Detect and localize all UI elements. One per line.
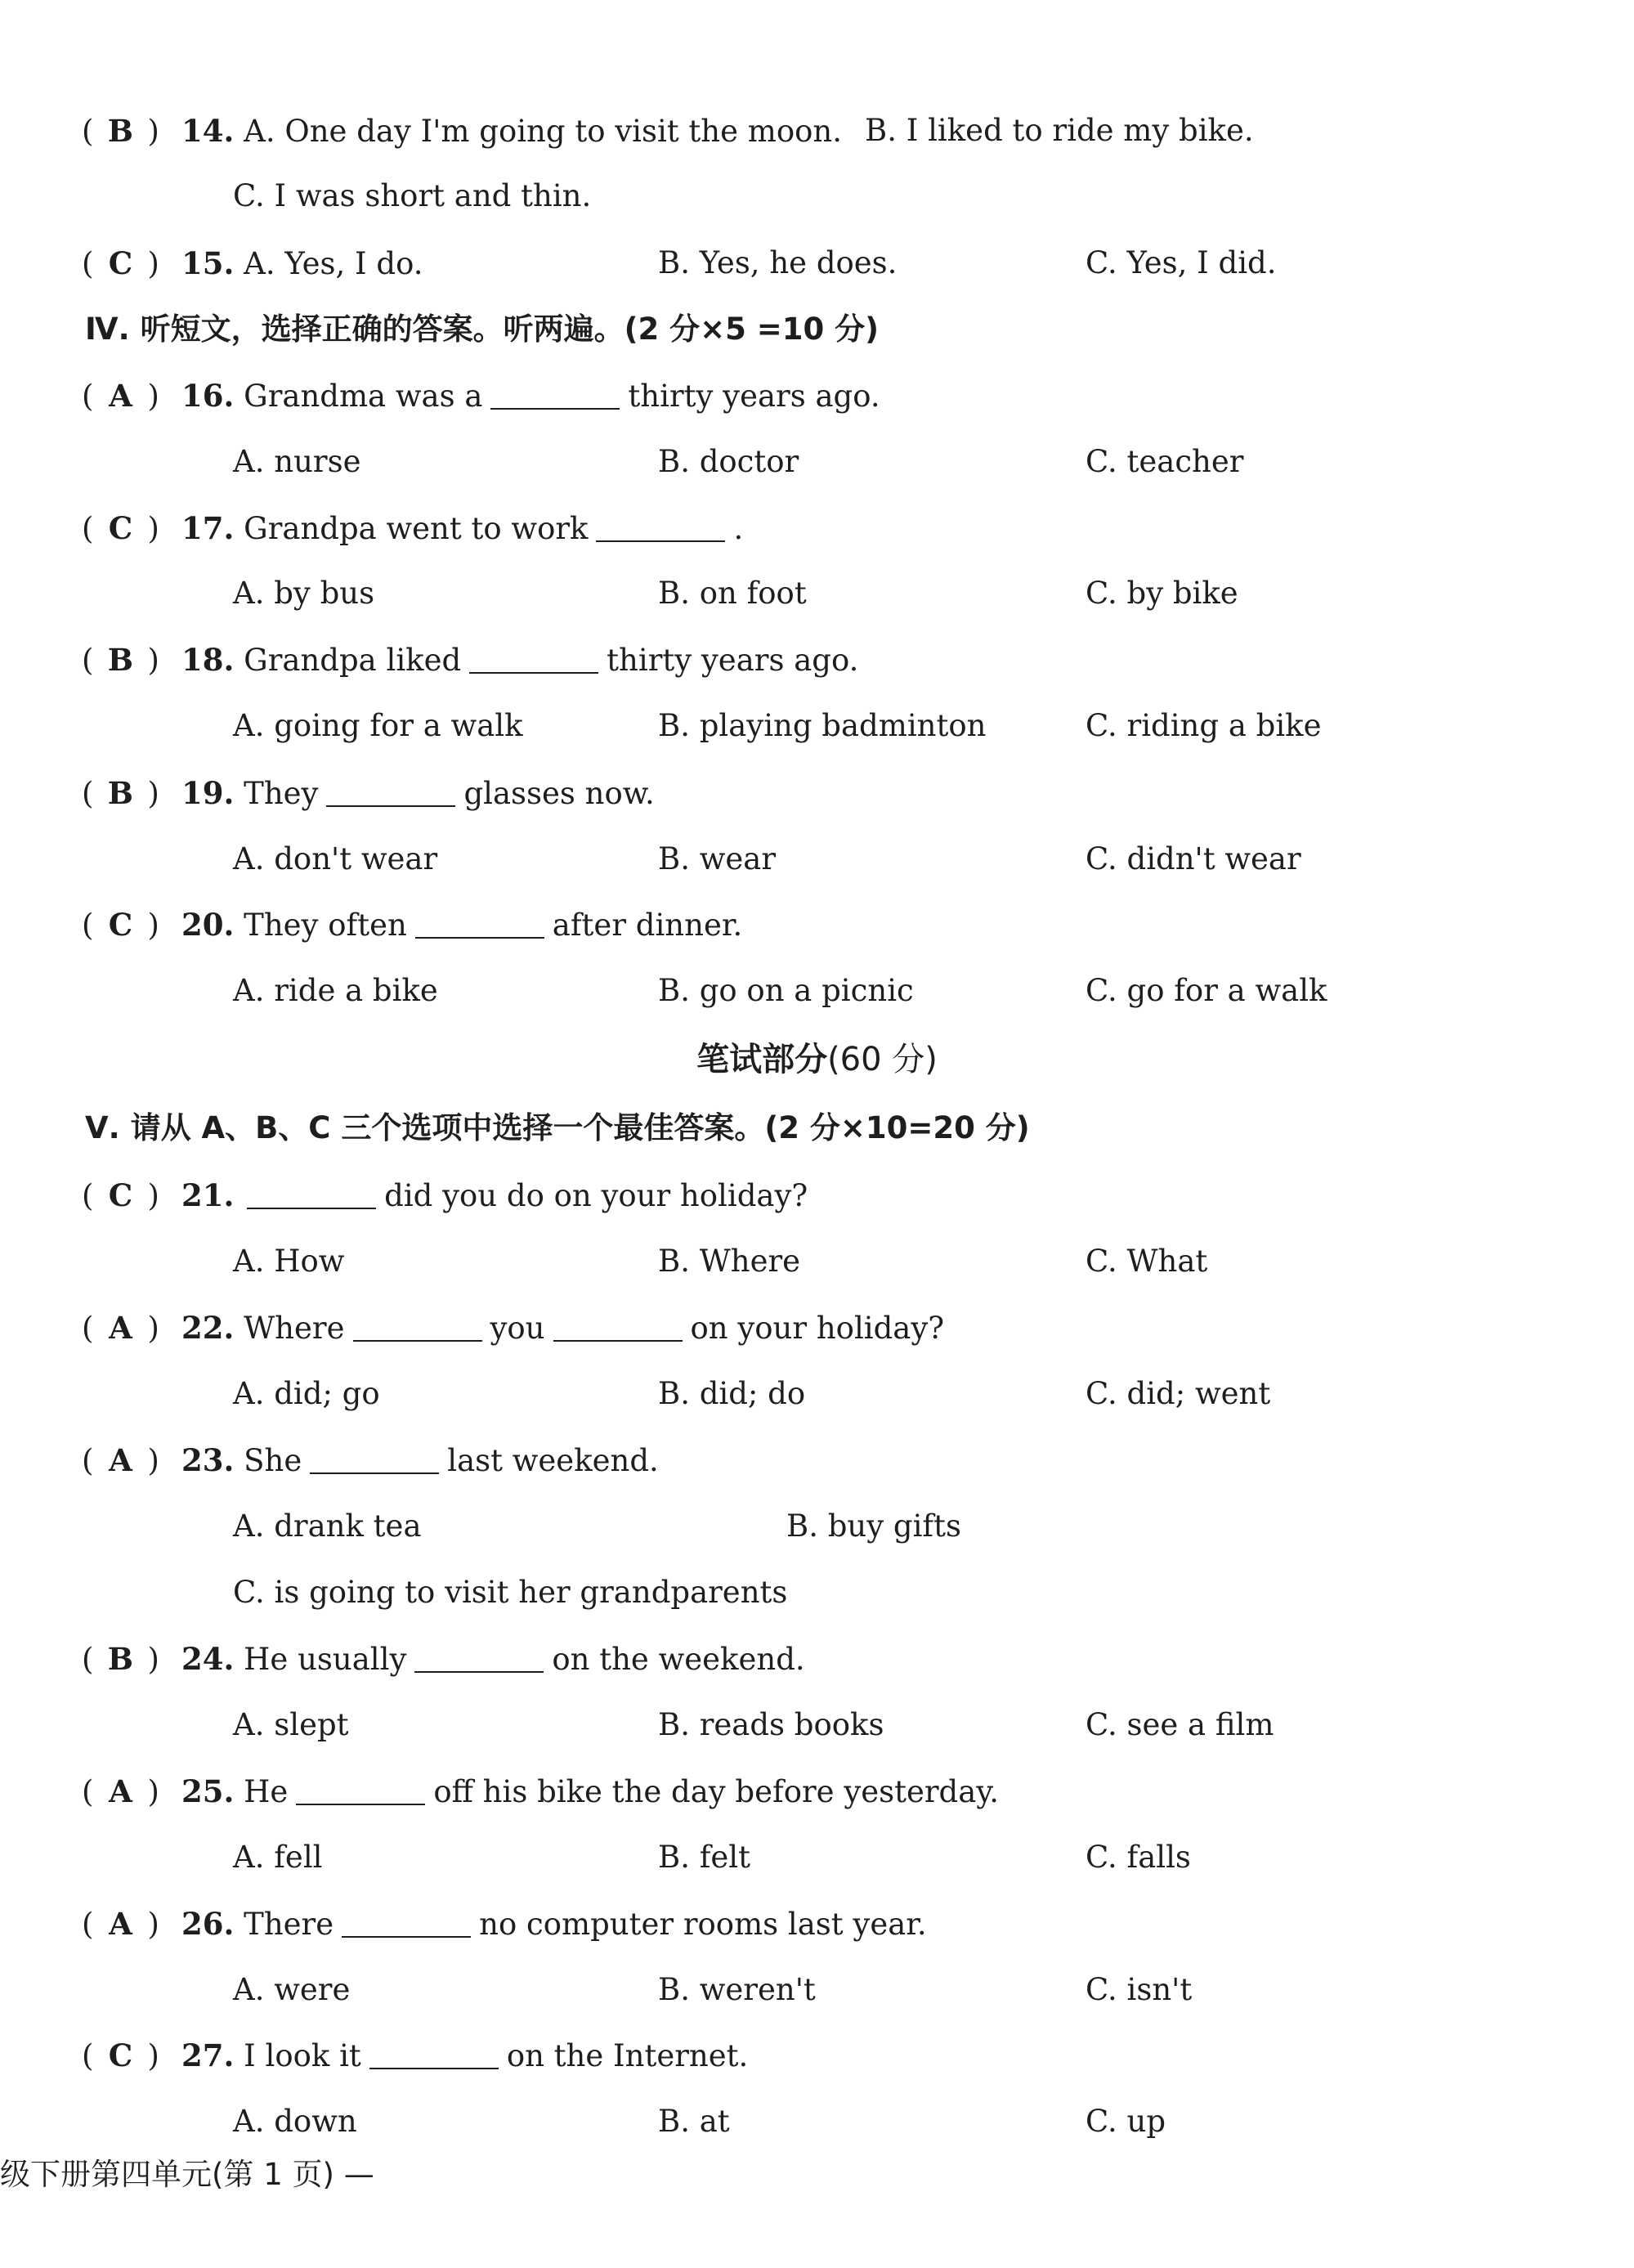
question-stem: 15. A. Yes, I do.	[181, 245, 423, 281]
question-stem: 25. He off his bike the day before yesterday.	[181, 1759, 999, 1825]
answer-letter: A	[109, 378, 132, 414]
question-23	[0, 1428, 1634, 1493]
question-number: 24	[181, 1641, 224, 1677]
question-number: 21	[181, 1177, 224, 1213]
answer-letter: C	[108, 2037, 133, 2073]
answer-letter: B	[107, 642, 134, 678]
option-c: C. did; went	[1086, 1376, 1271, 1411]
answer-blank	[353, 1307, 482, 1342]
question-stem: 21. did you do on your holiday?	[181, 1163, 808, 1229]
option-a: A. by bus	[233, 576, 375, 611]
option-a: A. slept	[233, 1707, 349, 1742]
question-16-options	[0, 429, 1634, 495]
answer-paren: ( A )	[82, 1759, 159, 1825]
option-b: B. wear	[658, 841, 777, 876]
option-c: C. riding a bike	[1086, 708, 1322, 743]
option-c: C. didn't wear	[1086, 841, 1301, 876]
answer-letter: B	[107, 775, 134, 811]
written-part-score: (60 分)	[827, 1041, 938, 1078]
answer-blank	[326, 773, 455, 807]
answer-letter: A	[109, 1906, 132, 1942]
option-b: B. weren't	[658, 1972, 816, 2007]
option-a: A. How	[233, 1244, 345, 1279]
question-number: 25	[181, 1773, 224, 1809]
answer-letter: B	[107, 1641, 134, 1677]
answer-blank	[310, 1440, 439, 1474]
option-c: C. falls	[1086, 1840, 1191, 1875]
option-a: A. ride a bike	[233, 973, 438, 1008]
option-c: C. up	[1086, 2104, 1166, 2139]
option-b: B. I liked to ride my bike.	[865, 113, 1254, 148]
question-stem: 16. Grandma was a thirty years ago.	[181, 363, 880, 429]
option-b: B. buy gifts	[786, 1508, 961, 1544]
question-22-options	[0, 1361, 1634, 1427]
question-19-options	[0, 827, 1634, 892]
question-18-options	[0, 693, 1634, 759]
option-b: B. Where	[658, 1244, 801, 1279]
question-23-options-2	[0, 1560, 1634, 1625]
option-c: C. teacher	[1086, 444, 1244, 479]
question-number: 27	[181, 2037, 224, 2073]
option-c: C. What	[1086, 1244, 1208, 1279]
answer-blank	[596, 508, 725, 542]
answer-letter: B	[107, 113, 134, 149]
option-c: C. see a film	[1086, 1707, 1274, 1742]
option-a: A. Yes, I do.	[244, 246, 423, 281]
question-21	[0, 1163, 1634, 1228]
question-stem: 26. There no computer rooms last year.	[181, 1891, 927, 1957]
answer-paren: ( C )	[82, 231, 159, 297]
question-number: 14	[181, 113, 224, 149]
option-c: C. go for a walk	[1086, 973, 1327, 1008]
option-b: B. did; do	[658, 1376, 806, 1411]
answer-paren: ( C )	[82, 892, 159, 958]
question-17-options	[0, 561, 1634, 626]
option-b: B. playing badminton	[658, 708, 987, 743]
option-b: B. felt	[658, 1840, 751, 1875]
question-26-options	[0, 1957, 1634, 2023]
answer-blank	[414, 1638, 544, 1673]
answer-letter: C	[108, 1177, 133, 1213]
answer-paren: ( B )	[82, 1626, 159, 1692]
question-14-options	[0, 164, 1634, 229]
question-27	[0, 2023, 1634, 2088]
option-a: A. nurse	[233, 444, 361, 479]
question-number: 26	[181, 1906, 224, 1942]
answer-letter: A	[109, 1310, 132, 1346]
option-b: B. reads books	[658, 1707, 884, 1742]
question-number: 18	[181, 642, 224, 678]
option-a: A. One day I'm going to visit the moon.	[244, 114, 843, 149]
answer-blank	[296, 1771, 425, 1805]
answer-letter: A	[109, 1442, 132, 1478]
question-stem: 18. Grandpa liked thirty years ago.	[181, 627, 858, 693]
answer-paren: ( C )	[82, 495, 159, 562]
question-stem: 24. He usually on the weekend.	[181, 1626, 805, 1692]
option-a: A. drank tea	[233, 1508, 422, 1544]
question-stem: 19. They glasses now.	[181, 760, 655, 827]
question-number: 19	[181, 775, 224, 811]
answer-paren: ( B )	[82, 98, 159, 164]
option-a: A. fell	[233, 1840, 323, 1875]
question-19	[0, 760, 1634, 826]
section-5-heading: Ⅴ. 请从 A、B、C 三个选项中选择一个最佳答案。(2 分×10=20 分)	[85, 1110, 1030, 1145]
answer-blank	[369, 2035, 499, 2069]
question-number: 20	[181, 907, 224, 943]
question-stem: 20. They often after dinner.	[181, 892, 742, 958]
written-part-title: 笔试部分(60 分)	[696, 1041, 938, 1078]
question-24-options	[0, 1692, 1634, 1758]
option-c: C. isn't	[1086, 1972, 1193, 2007]
question-number: 15	[181, 245, 224, 281]
option-c: C. I was short and thin.	[233, 178, 592, 213]
question-20	[0, 892, 1634, 957]
answer-blank	[469, 639, 598, 674]
page-footer: 级下册第四单元(第 1 页) —	[0, 2157, 374, 2192]
answer-paren: ( B )	[82, 627, 159, 693]
answer-letter: C	[108, 510, 133, 546]
option-b: B. on foot	[658, 576, 807, 611]
question-23-options	[0, 1494, 1634, 1559]
answer-paren: ( B )	[82, 760, 159, 827]
question-17	[0, 495, 1634, 561]
answer-blank	[490, 375, 620, 410]
answer-paren: ( C )	[82, 1163, 159, 1229]
answer-paren: ( A )	[82, 1295, 159, 1361]
option-a: A. going for a walk	[233, 708, 523, 743]
question-21-options	[0, 1229, 1634, 1294]
answer-blank	[247, 1175, 376, 1209]
option-a: A. down	[233, 2104, 357, 2139]
answer-letter: C	[108, 907, 133, 943]
question-25	[0, 1759, 1634, 1824]
question-stem: 27. I look it on the Internet.	[181, 2023, 748, 2089]
option-c: C. Yes, I did.	[1086, 245, 1277, 280]
answer-blank	[342, 1903, 471, 1938]
answer-blank	[553, 1307, 683, 1342]
option-b: B. Yes, he does.	[658, 245, 898, 280]
option-a: A. were	[233, 1972, 351, 2007]
option-b: B. doctor	[658, 444, 799, 479]
section-4-heading: Ⅳ. 听短文，选择正确的答案。听两遍。(2 分×5 =10 分)	[85, 312, 880, 347]
option-b: B. at	[658, 2104, 730, 2139]
question-number: 23	[181, 1442, 224, 1478]
option-a: A. did; go	[233, 1376, 380, 1411]
question-16	[0, 363, 1634, 428]
answer-paren: ( A )	[82, 1891, 159, 1957]
question-22	[0, 1295, 1634, 1360]
question-26	[0, 1891, 1634, 1956]
answer-letter: A	[109, 1773, 132, 1809]
question-stem: 22. Where you on your holiday?	[181, 1295, 944, 1361]
question-stem: 23. She last weekend.	[181, 1428, 659, 1494]
answer-paren: ( A )	[82, 1428, 159, 1494]
option-c: C. is going to visit her grandparents	[233, 1575, 788, 1610]
question-15	[0, 231, 1634, 296]
question-18	[0, 627, 1634, 693]
question-number: 16	[181, 378, 224, 414]
option-a: A. don't wear	[233, 841, 438, 876]
answer-paren: ( A )	[82, 363, 159, 429]
answer-letter: C	[108, 245, 133, 281]
option-c: C. by bike	[1086, 576, 1238, 611]
question-24	[0, 1626, 1634, 1692]
question-number: 22	[181, 1310, 224, 1346]
question-20-options	[0, 958, 1634, 1024]
option-b: B. go on a picnic	[658, 973, 914, 1008]
answer-paren: ( C )	[82, 2023, 159, 2089]
answer-blank	[415, 904, 544, 939]
question-number: 17	[181, 510, 224, 546]
question-stem: 14. A. One day I'm going to visit the moon.	[181, 113, 843, 149]
question-14	[0, 98, 1634, 164]
question-25-options	[0, 1825, 1634, 1890]
question-stem: 17. Grandpa went to work .	[181, 495, 743, 562]
